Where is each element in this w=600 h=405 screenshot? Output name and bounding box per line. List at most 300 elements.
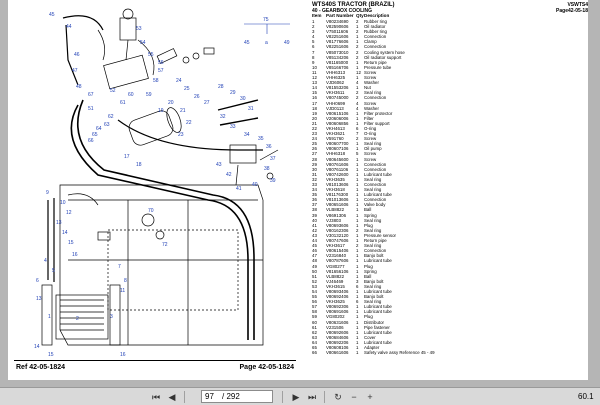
part-number: V80787606 bbox=[326, 258, 349, 264]
description: Lubricant tube bbox=[364, 171, 392, 177]
quantity: 1 bbox=[356, 141, 359, 147]
svg-text:1: 1 bbox=[48, 314, 51, 320]
quantity: 1 bbox=[356, 253, 359, 259]
quantity: 5 bbox=[356, 151, 359, 157]
svg-text:38: 38 bbox=[264, 166, 270, 172]
quantity: 1 bbox=[356, 212, 359, 218]
description: Rubber ring bbox=[364, 19, 387, 24]
quantity: 1 bbox=[356, 304, 359, 310]
quantity: 1 bbox=[356, 187, 359, 193]
viewer-toolbar bbox=[0, 387, 600, 405]
description: Ball bbox=[364, 207, 372, 213]
toolbar-separator bbox=[184, 391, 185, 403]
item-number: 4 bbox=[312, 34, 315, 40]
exploded-parts-drawing bbox=[8, 0, 298, 370]
description: Connection bbox=[364, 44, 387, 50]
item-number: 36 bbox=[312, 197, 317, 203]
quantity: 2 bbox=[356, 54, 359, 60]
svg-text:17: 17 bbox=[124, 154, 130, 160]
description: Clamp bbox=[364, 39, 377, 45]
description: Washer bbox=[364, 105, 379, 111]
item-number: 8 bbox=[312, 54, 315, 60]
part-number: VLB8822 bbox=[326, 207, 345, 213]
item-number: 25 bbox=[312, 141, 317, 147]
svg-text:13: 13 bbox=[56, 220, 62, 226]
part-number: V80234690 bbox=[326, 19, 349, 24]
part-number: V81165000 bbox=[326, 59, 349, 65]
quantity: 2 bbox=[356, 136, 359, 142]
part-number: V80742600 bbox=[326, 171, 349, 177]
svg-text:42: 42 bbox=[226, 172, 232, 178]
svg-text:36: 36 bbox=[266, 144, 272, 150]
quantity: 1 bbox=[356, 166, 359, 172]
part-number: V81013606 bbox=[326, 182, 349, 187]
svg-text:9: 9 bbox=[46, 190, 49, 196]
description: Spring bbox=[364, 212, 377, 218]
quantity: 1 bbox=[356, 339, 359, 345]
description: Connection bbox=[364, 248, 387, 254]
part-number: VKH3617 bbox=[326, 243, 345, 249]
svg-text:26: 26 bbox=[194, 94, 200, 100]
description: Adapter bbox=[364, 345, 380, 350]
quantity: 2 bbox=[356, 19, 359, 24]
quantity: 1 bbox=[356, 294, 359, 300]
part-number: VLB8822 bbox=[326, 273, 345, 279]
item-number: 1 bbox=[312, 19, 315, 24]
parts-list-code: VSWTS4 bbox=[567, 2, 588, 8]
svg-text:16: 16 bbox=[72, 252, 78, 258]
section-title: 40 - GEARBOX COOLING bbox=[312, 8, 373, 14]
svg-text:60: 60 bbox=[128, 92, 134, 98]
column-description: Description bbox=[364, 13, 390, 18]
svg-text:22: 22 bbox=[186, 120, 192, 126]
svg-text:58: 58 bbox=[153, 78, 159, 84]
svg-text:39: 39 bbox=[270, 178, 276, 184]
description: Lubricant tube bbox=[364, 192, 392, 198]
quantity: 1 bbox=[356, 85, 359, 91]
svg-text:30: 30 bbox=[240, 96, 246, 102]
part-number: VJ3803 bbox=[326, 217, 341, 223]
description: Lubricant tube bbox=[364, 309, 392, 315]
part-number: V75011606 bbox=[326, 29, 349, 35]
quantity: 1 bbox=[356, 110, 359, 116]
svg-text:46: 46 bbox=[74, 52, 80, 58]
svg-text:61: 61 bbox=[120, 100, 126, 106]
item-number: 16 bbox=[312, 95, 317, 101]
quantity: 1 bbox=[356, 75, 359, 81]
description: Return pipe bbox=[364, 59, 387, 65]
item-number: 44 bbox=[312, 238, 317, 244]
description: O-ring bbox=[364, 125, 377, 131]
item-number: 35 bbox=[312, 192, 317, 198]
part-number: V8691306 bbox=[326, 212, 347, 218]
quantity: 1 bbox=[356, 273, 359, 279]
part-number: VKH3618 bbox=[326, 187, 345, 193]
part-number: VJD0113 bbox=[326, 105, 344, 111]
quantity: 2 bbox=[356, 95, 359, 101]
svg-text:55: 55 bbox=[148, 52, 154, 58]
description: Seal ring bbox=[364, 299, 382, 305]
description: Lubricant tube bbox=[364, 258, 392, 264]
svg-text:40: 40 bbox=[252, 182, 258, 188]
table-row bbox=[312, 350, 587, 355]
quantity: 1 bbox=[356, 345, 359, 350]
description: Connection bbox=[364, 182, 387, 187]
quantity: 2 bbox=[356, 227, 359, 233]
description: Lubricant tube bbox=[364, 339, 392, 345]
part-number: V80691606 bbox=[326, 309, 349, 315]
footer-page: Page 42-05-1824 bbox=[239, 364, 294, 371]
reference-inset bbox=[244, 17, 290, 46]
description: Lubricant tube bbox=[364, 304, 392, 310]
parts-list-pane bbox=[310, 0, 588, 380]
quantity: 1 bbox=[356, 334, 359, 340]
item-number: 33 bbox=[312, 182, 317, 187]
quantity: 1 bbox=[356, 217, 359, 223]
quantity: 4 bbox=[356, 80, 359, 86]
item-number: 47 bbox=[312, 253, 317, 259]
item-number: 27 bbox=[312, 151, 317, 157]
description: Oil radiator support bbox=[364, 54, 402, 60]
svg-text:23: 23 bbox=[178, 132, 184, 138]
svg-text:65: 65 bbox=[92, 132, 98, 138]
part-number: VKH4613 bbox=[326, 125, 345, 131]
item-number: 42 bbox=[312, 227, 317, 233]
item-number: 18 bbox=[312, 105, 317, 111]
first-page-icon[interactable]: ⏮ bbox=[151, 392, 161, 402]
item-number: 60 bbox=[312, 319, 317, 325]
part-number: V85166706 bbox=[326, 64, 349, 70]
item-number: 38 bbox=[312, 207, 317, 213]
item-number: 53 bbox=[312, 283, 317, 289]
quantity: 1 bbox=[356, 268, 359, 274]
part-number: V80684606 bbox=[326, 334, 349, 340]
item-number: 50 bbox=[312, 268, 317, 274]
description: Pipe fastener bbox=[364, 324, 390, 330]
part-number: V80761606 bbox=[326, 161, 349, 167]
part-number: V82251606 bbox=[326, 34, 349, 40]
description: O-ring bbox=[364, 131, 377, 137]
part-number: V80693606 bbox=[326, 222, 349, 228]
part-number: VHH6318 bbox=[326, 151, 346, 157]
svg-text:12: 12 bbox=[66, 210, 72, 216]
quantity: 1 bbox=[356, 59, 359, 65]
item-number: 14 bbox=[312, 85, 317, 91]
drawing-footer bbox=[14, 360, 296, 374]
quantity: 1 bbox=[356, 120, 359, 126]
part-number: V80693406 bbox=[326, 288, 349, 294]
description: Plug bbox=[364, 314, 373, 320]
svg-text:63: 63 bbox=[104, 122, 110, 128]
item-number: 7 bbox=[312, 49, 315, 55]
item-number: 65 bbox=[312, 345, 317, 350]
description: Connection bbox=[364, 166, 387, 172]
item-number: 28 bbox=[312, 156, 317, 162]
part-number: V81013606 bbox=[326, 197, 349, 203]
part-number: V80645600 bbox=[326, 156, 349, 162]
description: Return pipe bbox=[364, 238, 387, 244]
description: Seal ring bbox=[364, 187, 382, 193]
description: Seal ring bbox=[364, 176, 382, 182]
item-number: 62 bbox=[312, 329, 317, 335]
svg-text:34: 34 bbox=[244, 132, 250, 138]
svg-text:70: 70 bbox=[148, 208, 154, 214]
description: Plug bbox=[364, 263, 373, 269]
part-number: V80692306 bbox=[326, 304, 349, 310]
svg-text:28: 28 bbox=[218, 84, 224, 90]
item-number: 24 bbox=[312, 136, 317, 142]
svg-text:4: 4 bbox=[44, 258, 47, 264]
svg-text:35: 35 bbox=[258, 136, 264, 142]
quantity: 1 bbox=[356, 350, 359, 356]
part-number: V80615106 bbox=[326, 110, 349, 116]
svg-text:54: 54 bbox=[140, 40, 146, 46]
item-number: 31 bbox=[312, 171, 317, 177]
item-number: 49 bbox=[312, 263, 317, 269]
svg-text:14: 14 bbox=[34, 344, 40, 350]
part-number: V80607700 bbox=[326, 141, 349, 147]
part-number: VJ46469 bbox=[326, 278, 344, 284]
item-number: 5 bbox=[312, 39, 315, 45]
quantity: 6 bbox=[356, 299, 359, 305]
quantity: 1 bbox=[356, 24, 359, 30]
quantity: 1 bbox=[356, 39, 359, 45]
svg-text:29: 29 bbox=[230, 90, 236, 96]
part-number: VKH3635 bbox=[326, 176, 345, 182]
description: Banjo bolt bbox=[364, 253, 384, 259]
part-number: V2316840 bbox=[326, 253, 347, 259]
part-number: V85134206 bbox=[326, 54, 349, 60]
description: Connection bbox=[364, 34, 387, 40]
item-number: 48 bbox=[312, 258, 317, 264]
part-number: V80162306 bbox=[326, 227, 349, 233]
item-number: 57 bbox=[312, 304, 317, 310]
part-number: VJD6062 bbox=[326, 80, 345, 86]
quantity: 1 bbox=[356, 319, 359, 325]
toolbar-separator bbox=[282, 391, 283, 403]
svg-text:59: 59 bbox=[146, 92, 152, 98]
toolbar-separator bbox=[324, 391, 325, 403]
description: Plug bbox=[364, 222, 373, 228]
svg-text:16: 16 bbox=[120, 352, 126, 358]
item-number: 61 bbox=[312, 324, 317, 330]
description: Pressure tube bbox=[364, 64, 392, 70]
svg-text:19: 19 bbox=[158, 108, 164, 114]
description: Banjo bolt bbox=[364, 294, 384, 300]
description: Ball bbox=[364, 273, 372, 279]
description: Seal ring bbox=[364, 227, 382, 233]
part-number: VKH3611 bbox=[326, 90, 345, 96]
quantity: 1 bbox=[356, 115, 359, 121]
item-number: 23 bbox=[312, 131, 317, 137]
part-number: V20606006 bbox=[326, 115, 349, 121]
quantity: 1 bbox=[356, 258, 359, 264]
description: Connection bbox=[364, 95, 387, 101]
item-number: 63 bbox=[312, 334, 317, 340]
part-number: VG80202 bbox=[326, 314, 345, 320]
description: Screw bbox=[364, 69, 377, 75]
part-number: V81656106 bbox=[326, 268, 349, 274]
zoom-level[interactable]: 60.1 bbox=[578, 392, 594, 401]
svg-text:14: 14 bbox=[62, 230, 68, 236]
parts-list-title: WTS40S TRACTOR (BRAZIL) bbox=[312, 2, 395, 8]
svg-text:18: 18 bbox=[136, 162, 142, 168]
part-number: V80661606 bbox=[326, 350, 349, 356]
last-page-icon[interactable]: ⏭ bbox=[307, 392, 317, 402]
page-number-field[interactable] bbox=[201, 390, 273, 403]
svg-text:24: 24 bbox=[176, 78, 182, 84]
item-number: 15 bbox=[312, 90, 317, 96]
part-number: V80692206 bbox=[326, 339, 349, 345]
quantity: 1 bbox=[356, 288, 359, 294]
item-number: 19 bbox=[312, 110, 317, 116]
inset-mid-label: a bbox=[265, 40, 268, 46]
item-number: 22 bbox=[312, 125, 317, 131]
part-number: VKH3621 bbox=[326, 131, 345, 137]
inset-top-label: 75 bbox=[263, 17, 269, 23]
quantity: 1 bbox=[356, 232, 359, 238]
part-number: V80608106 bbox=[326, 345, 349, 350]
description: Pressure sensor bbox=[364, 232, 396, 238]
description: Screw bbox=[364, 75, 377, 81]
part-number: V82251606 bbox=[326, 44, 349, 50]
svg-text:6: 6 bbox=[36, 278, 39, 284]
part-number: V80745000 bbox=[326, 95, 349, 101]
item-number: 51 bbox=[312, 273, 317, 279]
svg-text:13: 13 bbox=[36, 296, 42, 302]
svg-text:67: 67 bbox=[88, 92, 94, 98]
item-number: 58 bbox=[312, 309, 317, 315]
svg-text:41: 41 bbox=[236, 186, 242, 192]
description: Filter protector bbox=[364, 110, 393, 116]
quantity: 4 bbox=[356, 100, 359, 106]
item-number: 32 bbox=[312, 176, 317, 182]
item-number: 39 bbox=[312, 212, 317, 218]
rotate-icon[interactable]: ↻ bbox=[334, 392, 342, 402]
quantity: 12 bbox=[356, 69, 361, 75]
quantity: 1 bbox=[356, 248, 359, 254]
item-number: 17 bbox=[312, 100, 317, 106]
item-number: 11 bbox=[312, 69, 317, 75]
quantity: 1 bbox=[356, 161, 359, 167]
item-number: 3 bbox=[312, 29, 315, 35]
part-number: V81176300 bbox=[326, 192, 349, 198]
quantity: 7 bbox=[356, 131, 359, 137]
document-page bbox=[8, 0, 588, 380]
item-number: 41 bbox=[312, 222, 317, 228]
svg-text:48: 48 bbox=[76, 84, 82, 90]
previous-page-icon[interactable]: ◀ bbox=[168, 392, 176, 402]
column-part-number: Part Number bbox=[326, 13, 354, 18]
part-number: V30132120 bbox=[326, 232, 349, 238]
zoom-in-icon[interactable]: + bbox=[367, 392, 373, 402]
svg-text:72: 72 bbox=[162, 242, 168, 248]
quantity: 2 bbox=[356, 243, 359, 249]
svg-text:44: 44 bbox=[66, 24, 72, 30]
description: Lubricant tube bbox=[364, 288, 392, 294]
part-number: V80692406 bbox=[326, 294, 349, 300]
item-number: 26 bbox=[312, 146, 317, 152]
svg-text:11: 11 bbox=[120, 288, 126, 294]
quantity: 1 bbox=[356, 207, 359, 213]
column-qty: Qty bbox=[356, 13, 364, 18]
item-number: 46 bbox=[312, 248, 317, 254]
svg-text:52: 52 bbox=[110, 88, 116, 94]
item-number: 21 bbox=[312, 120, 317, 126]
item-number: 45 bbox=[312, 243, 317, 249]
part-number: V80607106 bbox=[326, 146, 349, 152]
zoom-out-icon[interactable]: − bbox=[351, 392, 357, 402]
description: Spring bbox=[364, 268, 377, 274]
svg-text:15: 15 bbox=[68, 240, 74, 246]
part-number: VG80277 bbox=[326, 263, 345, 269]
exploded-drawing-pane bbox=[8, 0, 298, 380]
quantity: 1 bbox=[356, 34, 359, 40]
item-number: 59 bbox=[312, 314, 317, 320]
inset-left-label: 45 bbox=[244, 40, 250, 46]
quantity: 2 bbox=[356, 29, 359, 35]
description: Screw bbox=[364, 156, 377, 162]
item-number: 43 bbox=[312, 232, 317, 238]
description: Seal ring bbox=[364, 283, 382, 289]
svg-text:2: 2 bbox=[76, 316, 79, 322]
parts-table-body bbox=[312, 19, 587, 355]
quantity: 1 bbox=[356, 64, 359, 70]
description: Seal ring bbox=[364, 243, 382, 249]
part-number: V81553206 bbox=[326, 85, 349, 91]
quantity: 2 bbox=[356, 90, 359, 96]
quantity: 1 bbox=[356, 156, 359, 162]
item-number: 9 bbox=[312, 59, 315, 65]
description: Screw bbox=[364, 136, 377, 142]
part-number: VKH3615 bbox=[326, 283, 345, 289]
item-number: 12 bbox=[312, 75, 317, 81]
quantity: 1 bbox=[356, 202, 359, 208]
quantity: 1 bbox=[356, 263, 359, 269]
svg-text:56: 56 bbox=[158, 60, 164, 66]
svg-text:25: 25 bbox=[184, 86, 190, 92]
current-page[interactable]: 97 bbox=[205, 392, 214, 401]
part-number: V80692606 bbox=[326, 329, 349, 335]
next-page-icon[interactable]: ▶ bbox=[292, 392, 300, 402]
quantity: 1 bbox=[356, 329, 359, 335]
item-number: 20 bbox=[312, 115, 317, 121]
svg-text:3: 3 bbox=[110, 314, 113, 320]
svg-text:31: 31 bbox=[248, 106, 254, 112]
part-number: VHH0699 bbox=[326, 100, 346, 106]
page-reference: Page42-05-18 bbox=[556, 8, 588, 14]
svg-text:64: 64 bbox=[96, 126, 102, 132]
description: Oil pump bbox=[364, 146, 382, 152]
quantity: 2 bbox=[356, 44, 359, 50]
quantity: 1 bbox=[356, 176, 359, 182]
svg-text:8: 8 bbox=[124, 278, 127, 284]
svg-text:37: 37 bbox=[270, 156, 276, 162]
svg-text:21: 21 bbox=[180, 108, 186, 114]
description: Seal ring bbox=[364, 217, 382, 223]
svg-text:27: 27 bbox=[204, 100, 210, 106]
item-number: 54 bbox=[312, 288, 317, 294]
svg-text:15: 15 bbox=[48, 352, 54, 358]
quantity: 1 bbox=[356, 146, 359, 152]
quantity: 1 bbox=[356, 222, 359, 228]
quantity: 1 bbox=[356, 314, 359, 320]
part-number: VHH6313 bbox=[326, 69, 346, 75]
description: Washer bbox=[364, 80, 379, 86]
item-number: 13 bbox=[312, 80, 317, 86]
item-number: 6 bbox=[312, 44, 315, 50]
description: Cover bbox=[364, 334, 376, 340]
